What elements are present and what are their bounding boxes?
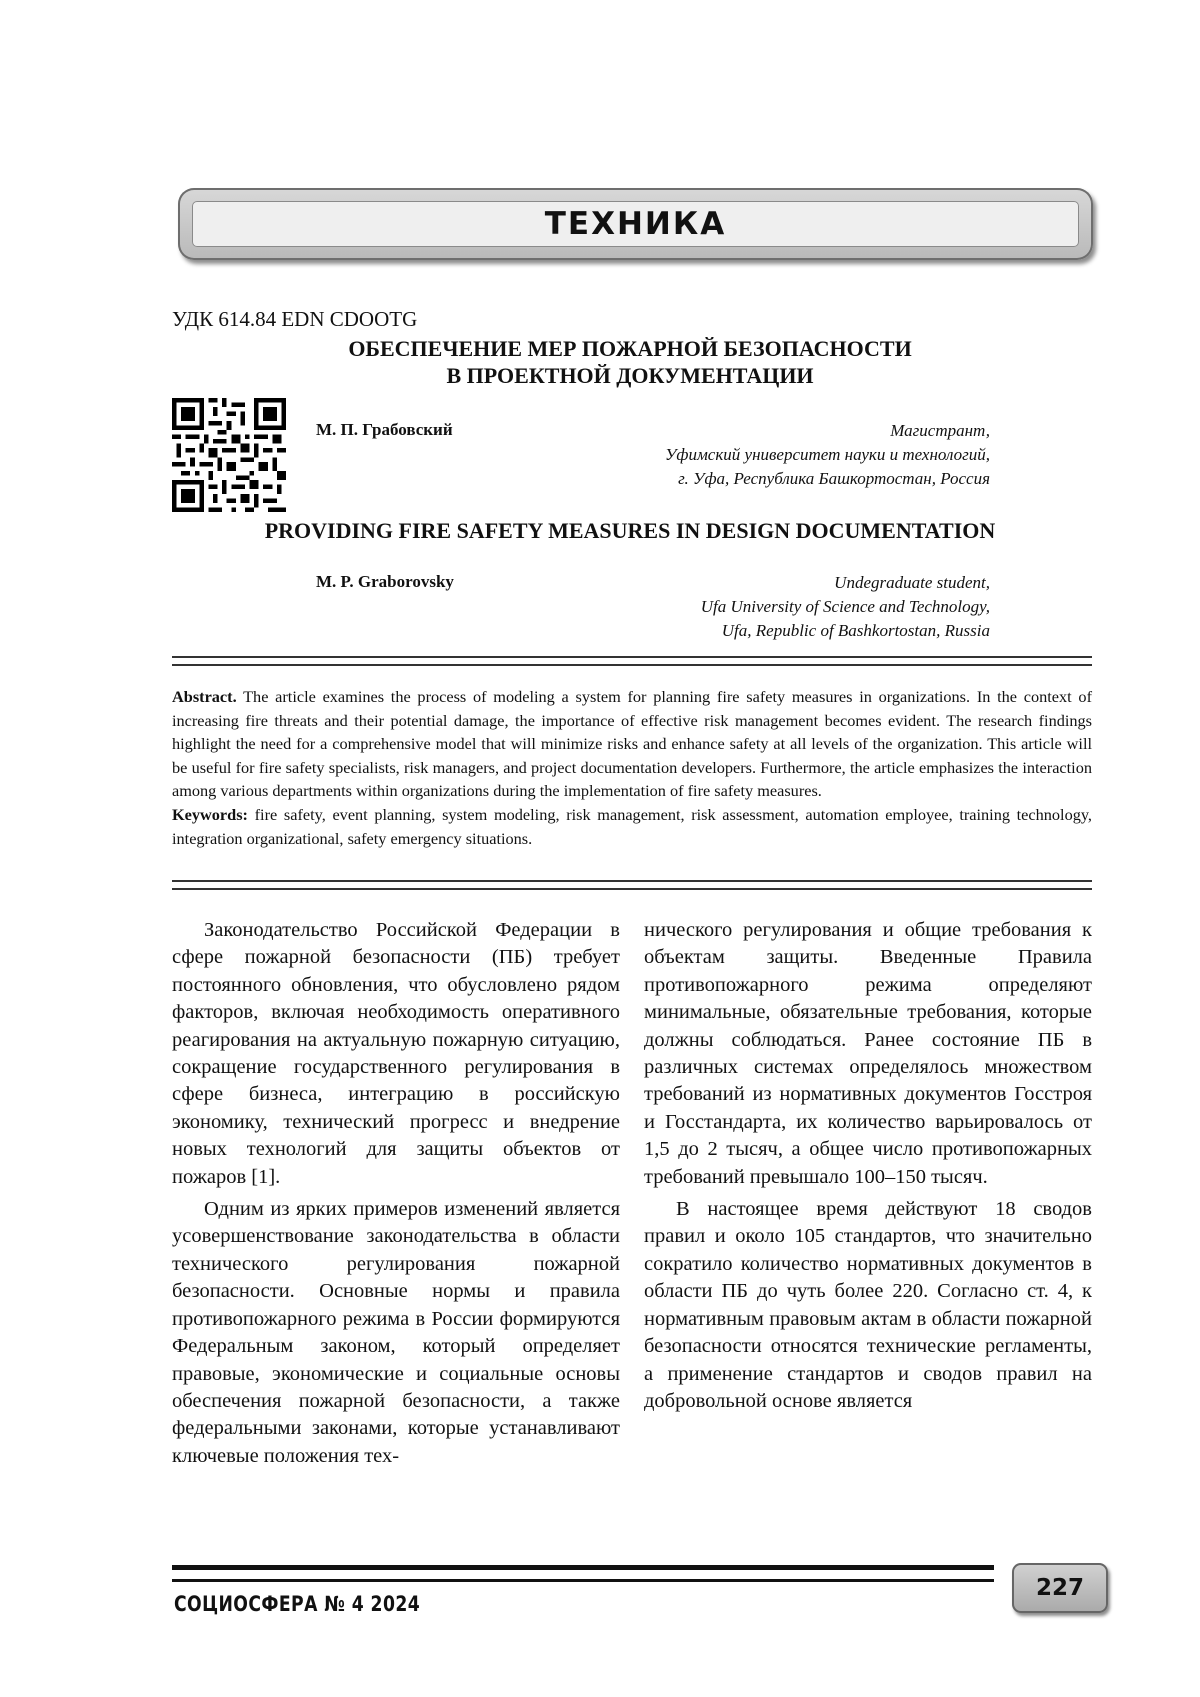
keywords-label: Keywords: [172, 804, 248, 824]
body-column-right [644, 917, 1092, 1415]
title-ru-line-2: В ПРОЕКТНОЙ ДОКУМЕНТАЦИИ [446, 363, 814, 388]
abstract-paragraph [172, 685, 1092, 803]
title-en: PROVIDING FIRE SAFETY MEASURES IN DESIGN DOCUMENTATION [264, 518, 996, 543]
abstract-bottom-rule [172, 880, 1092, 890]
journal-name: СОЦИОСФЕРА № 4 2024 [174, 1592, 421, 1616]
abstract-text: The article examines the process of modeling a system for planning fire safety measures in organizations. In the context of increasing fire threats and their potential damage, the importance of effective risk management becomes evident. The research findings highlight the need for a comprehensive model that will minimize risks and enhance safety at all levels of the organization. This article will be useful for fire safety specialists, risk managers, and project documentation developers. Furthermore, the article emphasizes the interaction among various departments within organizations during the implementation of fire safety measures. [172, 687, 1092, 801]
affiliation-en-line: Undegraduate student, [834, 573, 990, 592]
section-title: ТЕХНИКА [544, 206, 727, 242]
affiliation-en-line: Ufa, Republic of Bashkortostan, Russia [721, 621, 990, 640]
body-paragraph: В настоящее время действуют 18 сводов правил и около 105 стандартов, что значительно сократило количество нормативных документов в области ПБ до чуть более 220. Согласно ст. 4, к нормативным правовым актам в области пожарной безопасности относятся технические регламенты, а применение стандартов и сводов правил на добровольной основе является [644, 1198, 1092, 1412]
author-en: M. P. Graborovsky [316, 572, 454, 591]
body-paragraph: Законодательство Российской Федерации в сфере пожарной безопасности (ПБ) требует постоянного обновления, что обусловлено рядом факторов, включая необходимость оперативного реагирования на актуальную пожарную ситуацию, сокращение государственного регулирования в сфере бизнеса, интеграцию в российскую экономику, технический прогресс и внедрение новых технологий для защиты объектов от пожаров [1]. [172, 919, 620, 1188]
abstract-top-rule [172, 656, 1092, 666]
abstract-label: Abstract. [172, 687, 237, 706]
page-number: 227 [1035, 1575, 1084, 1601]
title-ru [280, 335, 980, 389]
body-column-left [172, 917, 620, 1470]
keywords-text: fire safety, event planning, system modeling, risk management, risk assessment, automation employee, training technology, integration organizational, safety emergency situations. [172, 804, 1092, 848]
body-paragraph: Одним из ярких примеров изменений является усовершенствование законодательства в области технического регулирования пожарной безопасности. Основные нормы и правила противопожарного режима в России формируются Федеральным законом, который определяет правовые, экономические и социальные основы обеспечения пожарной безопасности, а также федеральными законами, которые устанавливают ключевые положения тех- [172, 1198, 620, 1467]
affiliation-ru-line: Магистрант, [890, 421, 990, 440]
author-ru: М. П. Грабовский [316, 420, 453, 439]
affiliation-en [701, 571, 990, 643]
title-ru-line-1: ОБЕСПЕЧЕНИЕ МЕР ПОЖАРНОЙ БЕЗОПАСНОСТИ [348, 336, 912, 361]
section-banner [178, 188, 1093, 260]
affiliation-en-line: Ufa University of Science and Technology, [700, 597, 990, 616]
keywords-paragraph [172, 803, 1092, 850]
section-banner-inner [192, 201, 1079, 247]
udc-line: УДК 614.84 EDN CDOOTG [172, 307, 418, 331]
qr-code-icon[interactable] [172, 398, 286, 512]
affiliation-ru [665, 419, 990, 491]
footer-rule [172, 1565, 994, 1582]
affiliation-ru-line: г. Уфа, Республика Башкортостан, Россия [678, 469, 990, 488]
body-paragraph: нического регулирования и общие требования к объектам защиты. Введенные Правила противопожарного режима определяют минимальные, обязательные требования, которые должны соблюдаться. Ранее состояние ПБ в различных системах определялось множеством требований из нормативных документов Госстроя и Госстандарта, их количество варьировалось от 1,5 до 2 тысяч, а общее число противопожарных требований превышало 100–150 тысяч. [644, 919, 1092, 1188]
page-number-box [1012, 1563, 1108, 1613]
affiliation-ru-line: Уфимский университет науки и технологий, [664, 445, 990, 464]
abstract-block [172, 685, 1092, 850]
